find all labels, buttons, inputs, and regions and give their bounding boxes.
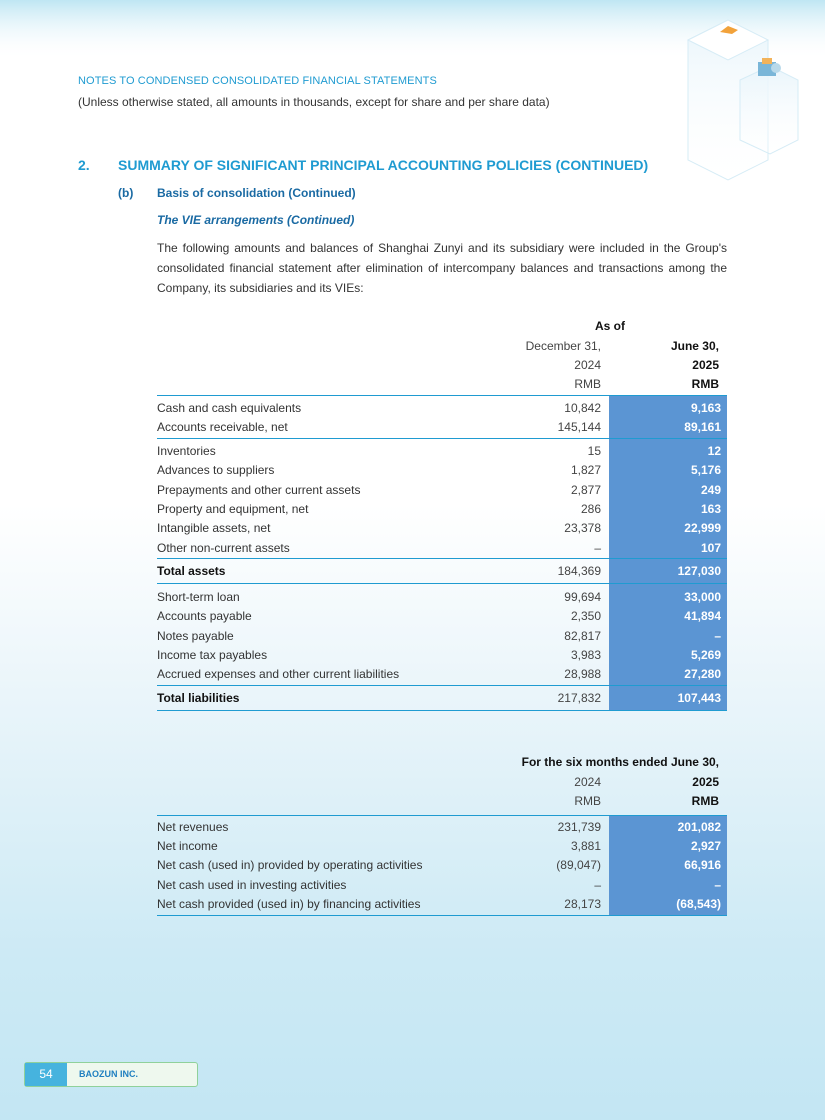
row-label: Income tax payables bbox=[157, 648, 268, 662]
value-2024: 28,988 bbox=[564, 667, 601, 681]
value-2024: 28,173 bbox=[564, 897, 601, 911]
col2-header-line3: RMB bbox=[691, 377, 719, 391]
company-name: BAOZUN INC. bbox=[79, 1069, 138, 1079]
table-row bbox=[157, 500, 727, 519]
row-label: Short-term loan bbox=[157, 590, 240, 604]
subsection-number: (b) bbox=[118, 186, 134, 200]
section-number: 2. bbox=[78, 157, 90, 173]
value-2024: 15 bbox=[587, 444, 601, 458]
subsection-title: Basis of consolidation (Continued) bbox=[157, 186, 356, 200]
value-2025: 66,916 bbox=[684, 858, 721, 872]
table-row bbox=[157, 646, 727, 665]
col2-header-line2: 2025 bbox=[692, 358, 719, 372]
table-row bbox=[157, 461, 727, 480]
income-table bbox=[157, 754, 727, 919]
table-row bbox=[157, 418, 727, 437]
row-label: Net cash provided (used in) by financing activities bbox=[157, 897, 421, 911]
value-2024: – bbox=[594, 541, 601, 555]
row-label: Accounts payable bbox=[157, 609, 252, 623]
row-label: Net cash (used in) provided by operating activities bbox=[157, 858, 423, 872]
value-2025: 107 bbox=[700, 541, 721, 555]
table-row bbox=[157, 665, 727, 684]
row-label: Property and equipment, net bbox=[157, 502, 309, 516]
value-2024: 10,842 bbox=[564, 401, 601, 415]
value-2024: 2,877 bbox=[570, 483, 601, 497]
value-2025: 249 bbox=[700, 483, 721, 497]
value-2025: 2,927 bbox=[690, 839, 721, 853]
value-2025: 22,999 bbox=[684, 521, 721, 535]
as-of-label: As of bbox=[595, 319, 625, 333]
value-2025: 89,161 bbox=[684, 420, 721, 434]
table-row bbox=[157, 856, 727, 875]
page-footer bbox=[24, 1062, 198, 1087]
subsubsection-title: The VIE arrangements (Continued) bbox=[157, 213, 355, 227]
row-label: Other non-current assets bbox=[157, 541, 290, 555]
running-header: NOTES TO CONDENSED CONSOLIDATED FINANCIAL STATEMENTS bbox=[78, 75, 437, 87]
value-2024: 286 bbox=[580, 502, 601, 516]
col1-header-line3: RMB bbox=[574, 377, 601, 391]
total-row bbox=[157, 689, 727, 708]
value-2024: 145,144 bbox=[557, 420, 601, 434]
value-2024: 3,881 bbox=[570, 839, 601, 853]
row-label: Accrued expenses and other current liabilities bbox=[157, 667, 400, 681]
rule bbox=[157, 438, 727, 439]
rule bbox=[157, 710, 727, 711]
table-row bbox=[157, 481, 727, 500]
row-label: Total liabilities bbox=[157, 691, 240, 705]
col2-header-line2: RMB bbox=[691, 794, 719, 808]
row-label: Advances to suppliers bbox=[157, 463, 275, 477]
table-row bbox=[157, 588, 727, 607]
table-row bbox=[157, 837, 727, 856]
value-2024: 3,983 bbox=[570, 648, 601, 662]
row-label: Net income bbox=[157, 839, 218, 853]
value-2024: 23,378 bbox=[564, 521, 601, 535]
value-2024: – bbox=[594, 878, 601, 892]
row-label: Net cash used in investing activities bbox=[157, 878, 347, 892]
table-row bbox=[157, 627, 727, 646]
period-label: For the six months ended June 30, bbox=[521, 755, 719, 769]
value-2024: (89,047) bbox=[556, 858, 601, 872]
value-2024: 82,817 bbox=[564, 629, 601, 643]
value-2025: 12 bbox=[707, 444, 721, 458]
row-label: Total assets bbox=[157, 564, 226, 578]
rule bbox=[157, 685, 727, 686]
col1-header-line1: 2024 bbox=[574, 775, 601, 789]
row-label: Net revenues bbox=[157, 820, 229, 834]
total-row bbox=[157, 562, 727, 581]
value-2024: 184,369 bbox=[557, 564, 601, 578]
col2-header-line1: June 30, bbox=[670, 339, 719, 353]
value-2025: 127,030 bbox=[677, 564, 721, 578]
value-2025: – bbox=[714, 629, 721, 643]
value-2025: 5,269 bbox=[690, 648, 721, 662]
row-label: Intangible assets, net bbox=[157, 521, 271, 535]
col1-header-line2: 2024 bbox=[574, 358, 601, 372]
value-2025: 9,163 bbox=[690, 401, 721, 415]
col1-header-line1: December 31, bbox=[525, 339, 601, 353]
row-label: Cash and cash equivalents bbox=[157, 401, 302, 415]
table-row bbox=[157, 399, 727, 418]
col2-header-line1: 2025 bbox=[692, 775, 719, 789]
value-2025: 163 bbox=[700, 502, 721, 516]
col1-header-line2: RMB bbox=[574, 794, 601, 808]
rule bbox=[157, 558, 727, 559]
value-2024: 217,832 bbox=[557, 691, 601, 705]
rule bbox=[157, 583, 727, 584]
value-2025: 27,280 bbox=[684, 667, 721, 681]
table-row bbox=[157, 607, 727, 626]
rule bbox=[157, 815, 727, 816]
table-row bbox=[157, 519, 727, 538]
value-2024: 2,350 bbox=[570, 609, 601, 623]
value-2024: 99,694 bbox=[564, 590, 601, 604]
table-row bbox=[157, 818, 727, 837]
rule bbox=[157, 395, 727, 396]
value-2025: – bbox=[714, 878, 721, 892]
value-2025: 41,894 bbox=[684, 609, 721, 623]
page-number: 54 bbox=[25, 1063, 67, 1086]
table-row bbox=[157, 895, 727, 914]
value-2025: (68,543) bbox=[676, 897, 721, 911]
value-2025: 33,000 bbox=[684, 590, 721, 604]
units-note: (Unless otherwise stated, all amounts in thousands, except for share and per share data) bbox=[78, 95, 550, 109]
table-row bbox=[157, 876, 727, 895]
row-label: Accounts receivable, net bbox=[157, 420, 288, 434]
rule bbox=[157, 915, 727, 916]
section-title: SUMMARY OF SIGNIFICANT PRINCIPAL ACCOUNTING POLICIES (CONTINUED) bbox=[118, 157, 649, 173]
intro-paragraph: The following amounts and balances of Shanghai Zunyi and its subsidiary were included in the Group's consolidated financial statement after elimination of intercompany balances and transactions among the Company, its subsidiaries and its VIEs: bbox=[157, 241, 727, 295]
value-2024: 231,739 bbox=[557, 820, 601, 834]
value-2024: 1,827 bbox=[570, 463, 601, 477]
balance-table bbox=[157, 316, 727, 716]
row-label: Inventories bbox=[157, 444, 216, 458]
value-2025: 201,082 bbox=[677, 820, 721, 834]
row-label: Prepayments and other current assets bbox=[157, 483, 361, 497]
table-row bbox=[157, 539, 727, 558]
value-2025: 107,443 bbox=[677, 691, 721, 705]
table-row bbox=[157, 442, 727, 461]
value-2025: 5,176 bbox=[690, 463, 721, 477]
row-label: Notes payable bbox=[157, 629, 234, 643]
